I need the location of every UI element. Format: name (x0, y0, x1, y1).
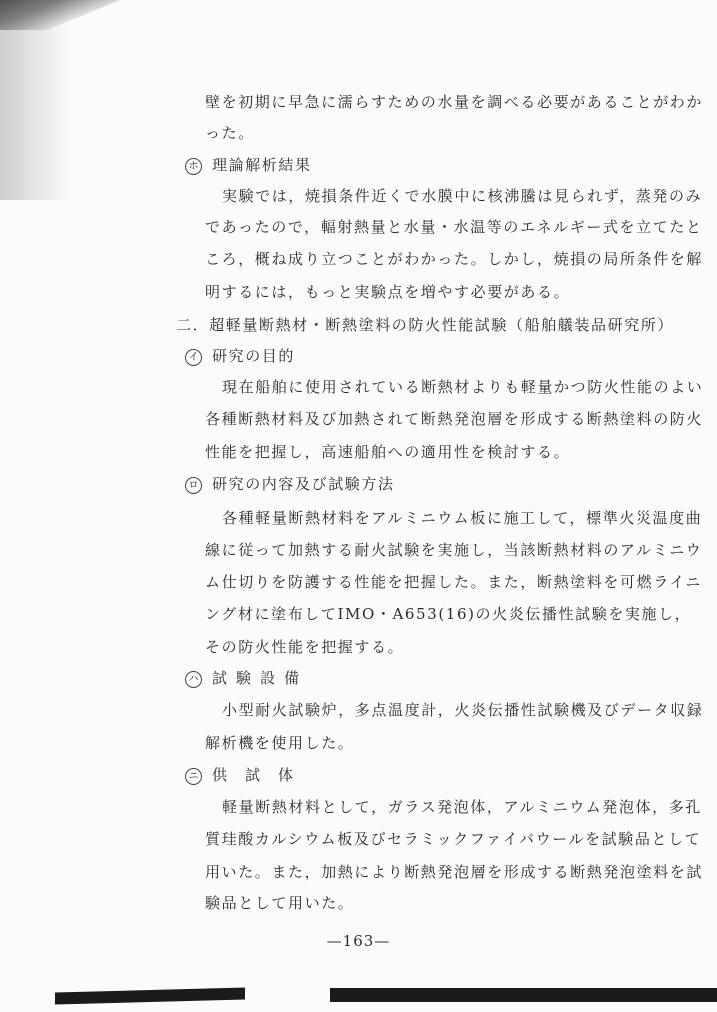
body-line-9: 性能を把握し，高速船舶への適用性を検討する。 (205, 443, 571, 461)
scan-shadow-left (0, 0, 70, 200)
circled-marker-i: イ (185, 349, 202, 366)
subheading-ho (185, 155, 312, 175)
scan-edge-bottom-left (55, 988, 245, 1005)
subheading-ro-text: 研究の内容及び試験方法 (212, 475, 395, 493)
body-line-12: ム仕切りを防護する性能を把握した。また，断熱塗料を可燃ライニ (205, 573, 702, 591)
body-line-18: 質珪酸カルシウム板及びセラミックファイバウールを試験品として (205, 830, 702, 848)
body-line-5: ころ，概ね成り立つことがわかった。しかし，焼損の局所条件を解 (205, 250, 704, 268)
page-number: —163— (326, 932, 391, 950)
section-heading-2: 二．超軽量断熱材・断熱塗料の防火性能試験（船舶艤装品研究所） (176, 316, 675, 334)
body-line-15: 小型耐火試験炉，多点温度計，火炎伝播性試験機及びデータ収録 (222, 701, 704, 719)
body-line-13: ング材に塗布してIMO・A653(16)の火炎伝播性試験を実施し， (205, 605, 692, 623)
body-line-17: 軽量断熱材料として，ガラス発泡体，アルミニウム発泡体，多孔 (222, 798, 702, 816)
subheading-ni-text: 供試体 (212, 766, 312, 784)
body-line-8: 各種断熱材料及び加熱されて断熱発泡層を形成する断熱塗料の防火 (205, 410, 704, 428)
subheading-ha-text: 試験設備 (212, 669, 309, 687)
body-line-20: 験品として用いた。 (205, 894, 355, 912)
body-line-14: その防火性能を把握する。 (205, 638, 405, 656)
circled-marker-ro: ロ (185, 477, 202, 494)
circled-marker-ni: ニ (185, 768, 202, 785)
circled-marker-ha: ハ (185, 671, 202, 688)
subheading-i-text: 研究の目的 (212, 347, 296, 365)
subheading-ni (185, 765, 311, 785)
subheading-ro (185, 474, 395, 494)
body-line-19: 用いた。また，加熱により断熱発泡層を形成する断熱発泡塗料を試 (205, 863, 704, 881)
body-line-11: 線に従って加熱する耐火試験を実施し，当該断熱材料のアルミニウ (205, 541, 703, 559)
subheading-i (185, 346, 295, 366)
scan-edge-bottom-right (330, 988, 717, 1002)
subheading-ho-text: 理論解析結果 (212, 156, 312, 174)
subheading-ha (185, 668, 308, 688)
body-line-4: であったので，輻射熱量と水量・水温等のエネルギー式を立てたと (205, 218, 703, 236)
body-line-3: 実験では，焼損条件近くで水膜中に核沸騰は見られず，蒸発のみ (222, 187, 703, 205)
body-line-10: 各種軽量断熱材料をアルミニウム板に施工して，標準火災温度曲 (222, 509, 703, 527)
body-line-7: 現在船舶に使用されている断熱材よりも軽量かつ防火性能のよい (222, 378, 704, 396)
body-line-1: 壁を初期に早急に濡らすための水量を調べる必要があることがわか (205, 93, 704, 111)
circled-marker-ho: ホ (185, 158, 202, 175)
body-line-16: 解析機を使用した。 (205, 734, 355, 752)
body-line-2: った。 (205, 124, 255, 142)
body-line-6: 明するには，もっと実験点を増やす必要がある。 (205, 283, 571, 301)
